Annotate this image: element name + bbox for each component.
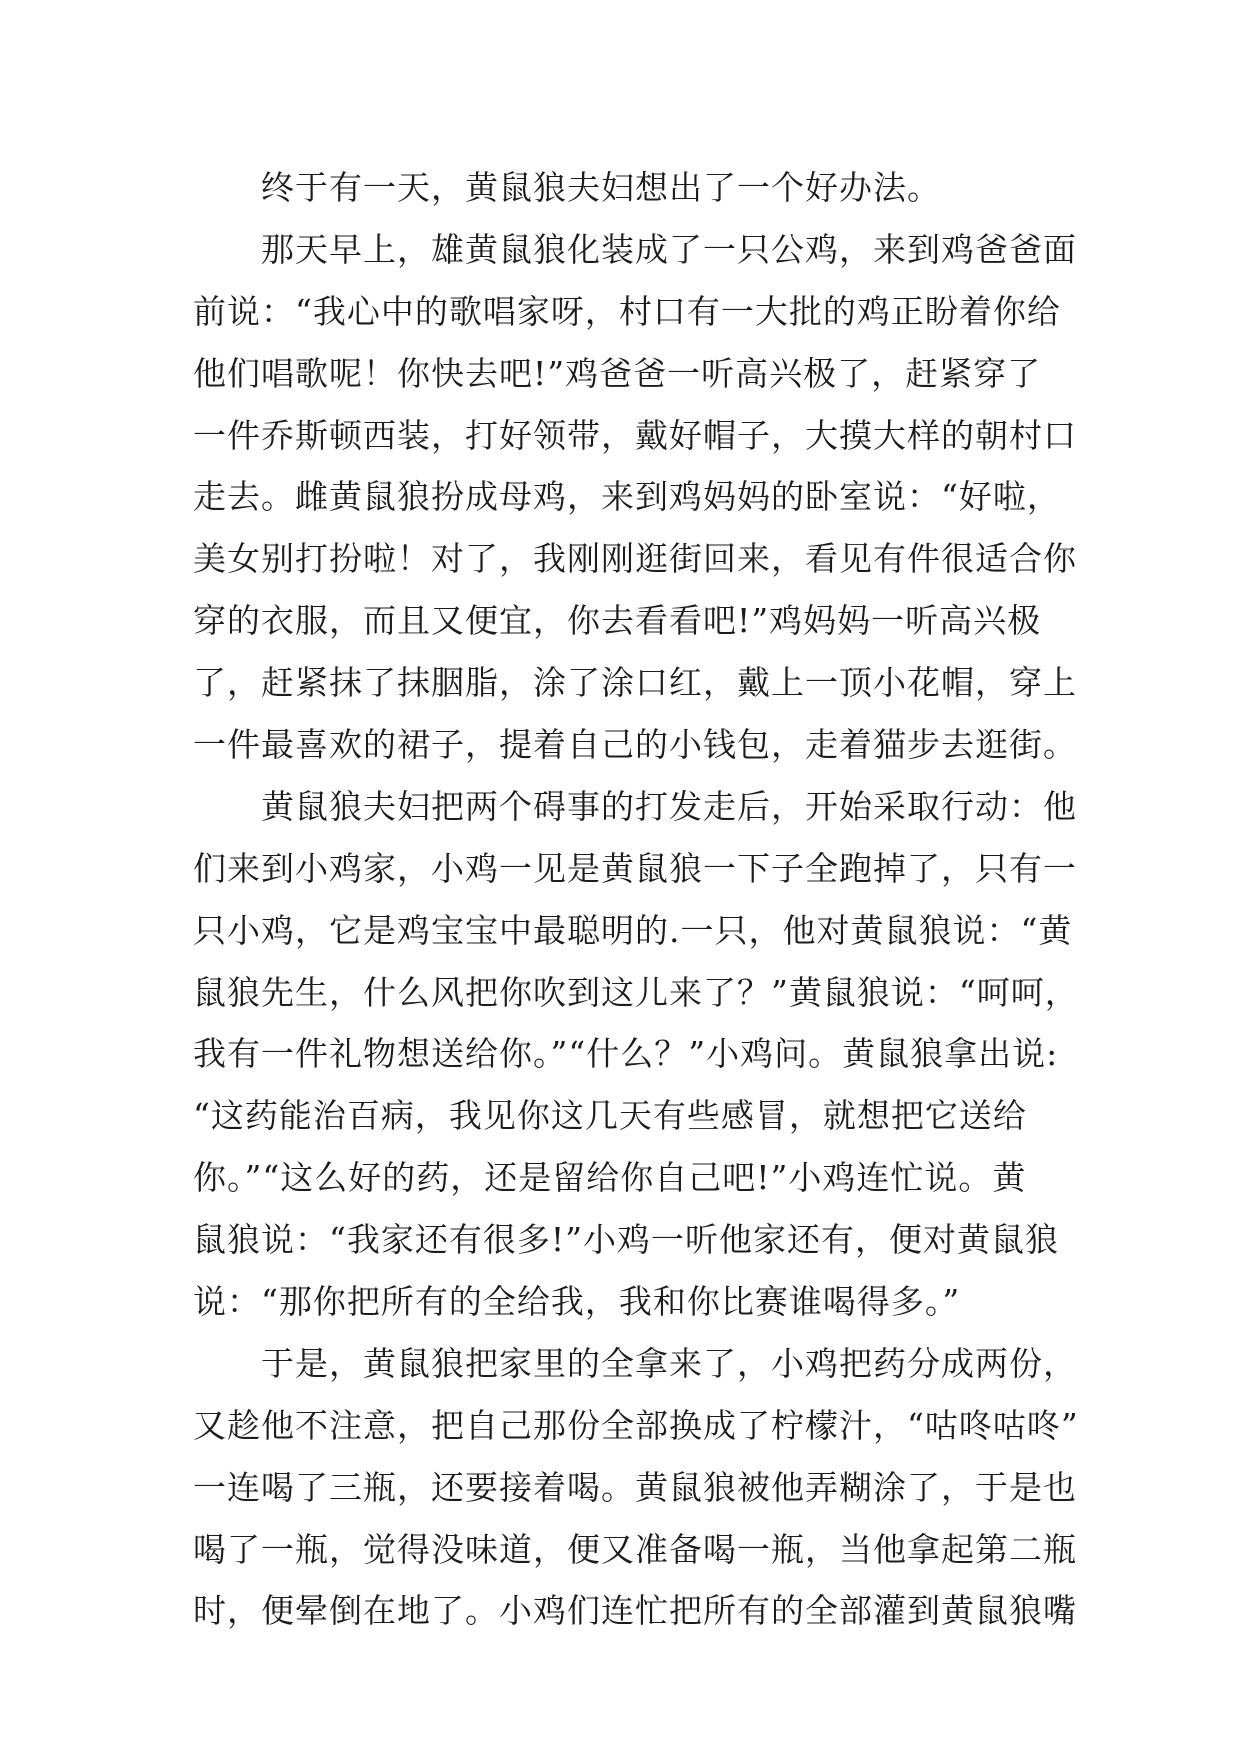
text-line: 只小鸡，它是鸡宝宝中最聪明的.一只，他对黄鼠狼说：“黄 [193, 910, 1073, 950]
text-line: 走去。雌黄鼠狼扮成母鸡，来到鸡妈妈的卧室说：“好啦， [193, 477, 1061, 517]
text-line: “这药能治百病，我见你这几天有些感冒，就想把它送给 [193, 1096, 1027, 1136]
text-line: 美女别打扮啦！对了，我刚刚逛街回来，看见有件很适合你 [193, 539, 1077, 579]
text-line: 一件最喜欢的裙子，提着自己的小钱包，走着猫步去逛街。 [193, 725, 1077, 765]
text-line: 时，便晕倒在地了。小鸡们连忙把所有的全部灌到黄鼠狼嘴 [193, 1591, 1077, 1631]
text-line: 又趁他不注意，把自己那份全部换成了柠檬汁，“咕咚咕咚” [193, 1405, 1079, 1445]
text-line: 我有一件礼物想送给你。”“什么？”小鸡问。黄鼠狼拿出说: [193, 1034, 1059, 1074]
body-text [193, 157, 1079, 1642]
text-line: 了，赶紧抹了抹胭脂，涂了涂口红，戴上一顶小花帽，穿上 [193, 663, 1077, 703]
text-line: 那天早上，雄黄鼠狼化装成了一只公鸡，来到鸡爸爸面 [193, 229, 1077, 269]
text-line: 一连喝了三瓶，还要接着喝。黄鼠狼被他弄糊涂了，于是也 [193, 1467, 1077, 1507]
text-line: 你。”“这么好的药，还是留给你自己吧!”小鸡连忙说。黄 [193, 1158, 1027, 1198]
text-line: 说：“那你把所有的全给我，我和你比赛谁喝得多。” [193, 1282, 961, 1322]
text-line: 终于有一天，黄鼠狼夫妇想出了一个好办法。 [193, 168, 941, 207]
text-line: 们来到小鸡家，小鸡一见是黄鼠狼一下子全跑掉了，只有一 [193, 848, 1077, 888]
text-line: 他们唱歌呢！你快去吧!”鸡爸爸一听高兴极了，赶紧穿了 [193, 353, 1042, 393]
text-line: 一件乔斯顿西装，打好领带，戴好帽子，大摸大样的朝村口 [193, 415, 1077, 455]
text-line: 鼠狼说：“我家还有很多!”小鸡一听他家还有，便对黄鼠狼 [193, 1220, 1060, 1260]
text-line: 鼠狼先生，什么风把你吹到这儿来了？”黄鼠狼说：“呵呵， [193, 972, 1079, 1012]
text-line: 于是，黄鼠狼把家里的全拿来了，小鸡把药分成两份， [193, 1343, 1077, 1383]
text-line: 穿的衣服，而且又便宜，你去看看吧!”鸡妈妈一听高兴极 [193, 601, 1042, 641]
text-line: 黄鼠狼夫妇把两个碍事的打发走后，开始采取行动：他 [193, 786, 1077, 826]
text-line: 喝了一瓶，觉得没味道，便又准备喝一瓶，当他拿起第二瓶 [193, 1529, 1077, 1569]
text-line: 前说：“我心中的歌唱家呀，村口有一大批的鸡正盼着你给 [193, 291, 1061, 331]
